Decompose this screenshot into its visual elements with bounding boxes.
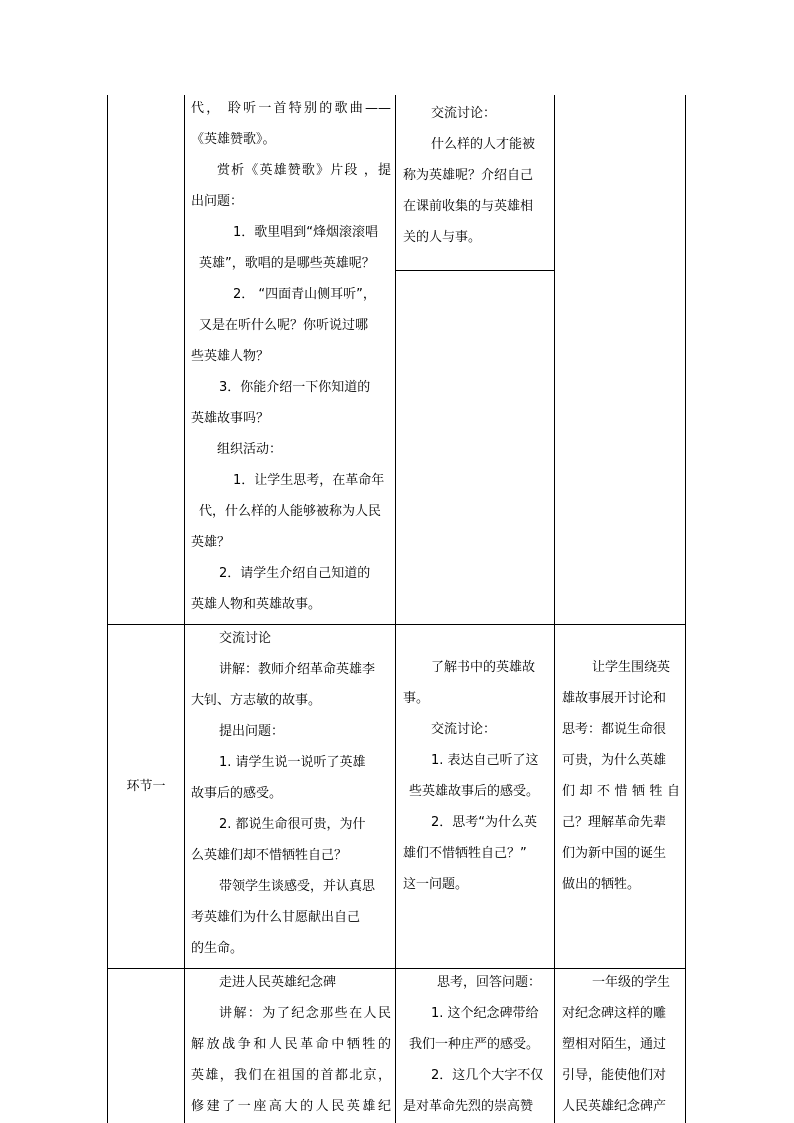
text-line: 雄们不惜牺牲自己？” [403,846,527,861]
text-line: 2． “四面青山侧耳听”， [233,287,376,302]
row3-student-cell [403,967,551,1122]
text-line: 对纪念碑这样的雕 [562,1006,667,1021]
text-line: 走进人民英雄纪念碑 [219,975,337,990]
text-line: 可贵，为什么英雄 [562,753,667,768]
text-line: 么英雄们却不惜牺牲自己？ [191,848,348,863]
text-line: 英雄”，歌唱的是哪些英雄呢？ [199,256,375,271]
text-line: 思考：都说生命很 [562,722,667,737]
text-line: 一年级的学生 [592,975,671,990]
text-line: 考英雄们为什么甘愿献出自己 [191,910,361,925]
text-line: 英雄人物和英雄故事。 [191,597,322,612]
text-line: 些英雄故事后的感受。 [409,784,540,799]
row1-student-cell [403,98,551,253]
row1-content-cell [191,93,391,620]
text-line: 1. 请学生说一说听了英雄 [219,755,366,770]
text-line: 塑相对陌生，通过 [562,1037,667,1052]
text-line: 思考，回答问题： [437,975,542,990]
text-line: 称为英雄呢？介绍自己 [403,168,534,183]
text-line: 雄故事展开讨论和 [562,691,667,706]
text-line: 《英雄赞歌》。 [191,132,276,147]
text-line: 关的人与事。 [403,230,482,245]
text-line: 修建了一座高大的人民英雄纪 [191,1099,391,1114]
text-line: 讲解：为了纪念那些在人民 [219,1006,391,1021]
text-line: 们却不惜牺牲自 [562,784,680,799]
text-line: 我们一种庄严的感受。 [409,1037,540,1052]
text-line: 2．这几个大字不仅 [431,1068,544,1083]
text-line: 英雄，我们在祖国的首都北京， [191,1068,391,1083]
text-line: 2. 都说生命很可贵，为什 [219,817,366,832]
text-line: 1. 这个纪念碑带给 [431,1006,539,1021]
text-line: 2．请学生介绍自己知道的 [219,566,371,581]
text-line: 们为新中国的诞生 [562,846,667,861]
text-line: 1．让学生思考，在革命年 [233,473,385,488]
text-line: 的生命。 [191,941,244,956]
text-line: 些英雄人物？ [191,349,270,364]
text-line: 英雄故事吗？ [191,411,270,426]
text-line: 2．思考“为什么英 [431,815,538,830]
text-line: 又是在听什么呢？你听说过哪 [199,318,369,333]
text-line: 交流讨论： [431,722,497,737]
text-line: 是对革命先烈的崇高赞 [403,1099,534,1114]
text-line: 代，什么样的人能够被称为人民 [199,504,382,519]
text-line: 交流讨论： [431,106,497,121]
text-line: 引导，能使他们对 [562,1068,667,1083]
text-line: 讲解：教师介绍革命英雄李 [219,662,376,677]
text-line: 英雄？ [191,535,231,550]
row3-intent-cell [562,967,680,1122]
student-cell-bottom-border [395,270,555,271]
text-line: 人民英雄纪念碑产 [562,1099,667,1114]
text-line: 交流讨论 [219,631,272,646]
text-line: 带领学生谈感受，并认真思 [219,879,376,894]
text-line: 大钊、方志敏的故事。 [191,693,322,708]
text-line: 赏析《英雄赞歌》片段 ，提 [217,163,391,178]
text-line: 什么样的人才能被 [431,137,536,152]
text-line: 1. 表达自己听了这 [431,753,539,768]
text-line: 在课前收集的与英雄相 [403,199,534,214]
text-line: 组织活动： [217,442,283,457]
text-line: 了解书中的英雄故 [431,660,536,675]
text-line: 1．歌里唱到“烽烟滚滚唱 [233,225,379,240]
text-line: 做出的牺牲。 [562,877,641,892]
text-line: 故事后的感受。 [191,786,283,801]
text-line: 出问题： [191,194,244,209]
row2-intent-cell [562,652,680,900]
text-line: 解放战争和人民革命中牺牲的 [191,1037,391,1052]
row3-content-cell [191,967,391,1122]
text-line: 这一问题。 [403,877,469,892]
row2-label: 环节一 [126,779,166,794]
text-line: 3．你能介绍一下你知道的 [219,380,371,395]
row2-content-cell [191,623,391,964]
text-line: 事。 [403,691,430,706]
row2-student-cell [403,652,551,900]
text-line: 提出问题： [219,724,285,739]
text-line: 让学生围绕英 [592,660,671,675]
text-line: 己？理解革命先辈 [562,815,667,830]
text-line: 代， 聆听一首特别的歌曲—— [191,101,391,116]
